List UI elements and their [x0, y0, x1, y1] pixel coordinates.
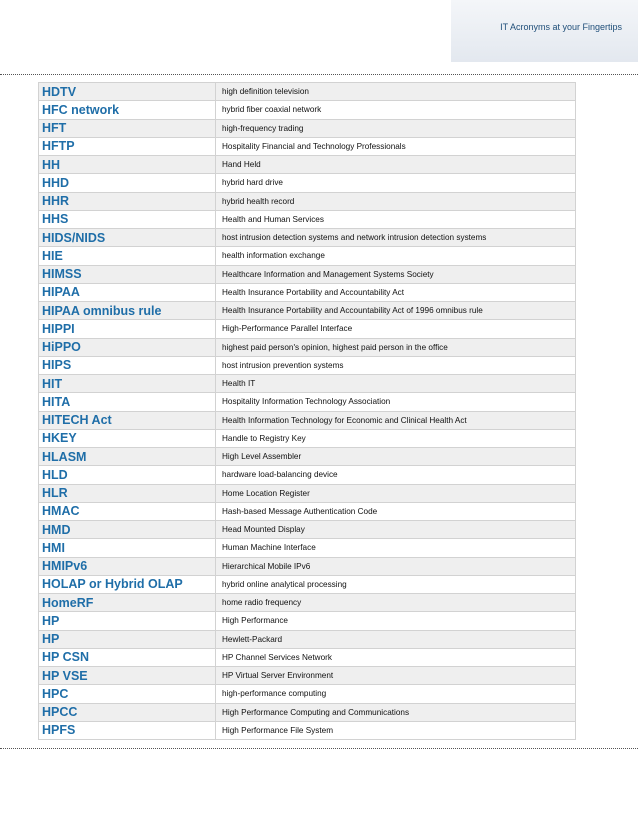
- table-row: [39, 411, 576, 429]
- table-row: [39, 630, 576, 648]
- table-row: [39, 648, 576, 666]
- acronym-cell: HMD: [39, 521, 216, 539]
- acronym-cell: HHS: [39, 210, 216, 228]
- definition-cell: health information exchange: [216, 247, 576, 265]
- bottom-divider: [0, 748, 638, 749]
- acronym-cell: HLR: [39, 484, 216, 502]
- table-row: [39, 265, 576, 283]
- definition-cell: high definition television: [216, 83, 576, 101]
- definition-cell: hybrid online analytical processing: [216, 575, 576, 593]
- page-header: [451, 0, 638, 63]
- definition-cell: Hewlett-Packard: [216, 630, 576, 648]
- acronym-cell: HIPAA: [39, 283, 216, 301]
- table-row: [39, 302, 576, 320]
- acronym-cell: HFT: [39, 119, 216, 137]
- table-row: [39, 575, 576, 593]
- acronym-cell: HP: [39, 612, 216, 630]
- definition-cell: Hierarchical Mobile IPv6: [216, 557, 576, 575]
- definition-cell: HP Channel Services Network: [216, 648, 576, 666]
- definition-cell: High Level Assembler: [216, 448, 576, 466]
- definition-cell: High Performance Computing and Communications: [216, 703, 576, 721]
- acronym-cell: HMIPv6: [39, 557, 216, 575]
- table-row: [39, 721, 576, 739]
- table-row: [39, 101, 576, 119]
- table-row: [39, 539, 576, 557]
- acronym-table-container: [38, 82, 575, 740]
- definition-cell: hybrid health record: [216, 192, 576, 210]
- table-row: [39, 247, 576, 265]
- acronym-cell: HIMSS: [39, 265, 216, 283]
- definition-cell: Hash-based Message Authentication Code: [216, 502, 576, 520]
- definition-cell: hybrid hard drive: [216, 174, 576, 192]
- definition-cell: highest paid person's opinion, highest paid person in the office: [216, 338, 576, 356]
- definition-cell: hybrid fiber coaxial network: [216, 101, 576, 119]
- acronym-cell: HITA: [39, 393, 216, 411]
- table-row: [39, 137, 576, 155]
- table-row: [39, 521, 576, 539]
- definition-cell: Health IT: [216, 375, 576, 393]
- table-row: [39, 484, 576, 502]
- definition-cell: high-frequency trading: [216, 119, 576, 137]
- definition-cell: Handle to Registry Key: [216, 429, 576, 447]
- acronym-cell: HiPPO: [39, 338, 216, 356]
- acronym-cell: HLD: [39, 466, 216, 484]
- definition-cell: Health Insurance Portability and Accountability Act: [216, 283, 576, 301]
- table-row: [39, 466, 576, 484]
- acronym-cell: HP CSN: [39, 648, 216, 666]
- definition-cell: Hospitality Information Technology Association: [216, 393, 576, 411]
- acronym-cell: HP VSE: [39, 667, 216, 685]
- header-title: IT Acronyms at your Fingertips: [500, 22, 622, 32]
- definition-cell: HP Virtual Server Environment: [216, 667, 576, 685]
- table-row: [39, 612, 576, 630]
- table-row: [39, 429, 576, 447]
- table-row: [39, 119, 576, 137]
- acronym-cell: HITECH Act: [39, 411, 216, 429]
- acronym-cell: HPCC: [39, 703, 216, 721]
- acronym-cell: HMI: [39, 539, 216, 557]
- acronym-cell: HPC: [39, 685, 216, 703]
- table-row: [39, 557, 576, 575]
- acronym-cell: HH: [39, 156, 216, 174]
- top-divider: [0, 74, 638, 75]
- definition-cell: high-performance computing: [216, 685, 576, 703]
- table-row: [39, 356, 576, 374]
- table-row: [39, 174, 576, 192]
- acronym-table: [38, 82, 576, 740]
- acronym-cell: HFC network: [39, 101, 216, 119]
- definition-cell: High-Performance Parallel Interface: [216, 320, 576, 338]
- acronym-cell: HIE: [39, 247, 216, 265]
- definition-cell: hardware load-balancing device: [216, 466, 576, 484]
- acronym-cell: HP: [39, 630, 216, 648]
- definition-cell: Health Information Technology for Economic and Clinical Health Act: [216, 411, 576, 429]
- definition-cell: High Performance: [216, 612, 576, 630]
- definition-cell: Hospitality Financial and Technology Professionals: [216, 137, 576, 155]
- table-row: [39, 192, 576, 210]
- acronym-cell: HMAC: [39, 502, 216, 520]
- definition-cell: High Performance File System: [216, 721, 576, 739]
- table-row: [39, 210, 576, 228]
- definition-cell: Head Mounted Display: [216, 521, 576, 539]
- definition-cell: Health and Human Services: [216, 210, 576, 228]
- acronym-cell: HHR: [39, 192, 216, 210]
- table-row: [39, 594, 576, 612]
- definition-cell: host intrusion prevention systems: [216, 356, 576, 374]
- acronym-cell: HIT: [39, 375, 216, 393]
- acronym-cell: HIDS/NIDS: [39, 229, 216, 247]
- definition-cell: Hand Held: [216, 156, 576, 174]
- table-row: [39, 83, 576, 101]
- table-row: [39, 320, 576, 338]
- definition-cell: home radio frequency: [216, 594, 576, 612]
- acronym-cell: HIPS: [39, 356, 216, 374]
- acronym-cell: HIPAA omnibus rule: [39, 302, 216, 320]
- table-row: [39, 448, 576, 466]
- acronym-cell: HomeRF: [39, 594, 216, 612]
- table-row: [39, 156, 576, 174]
- table-row: [39, 375, 576, 393]
- table-row: [39, 703, 576, 721]
- table-row: [39, 502, 576, 520]
- acronym-cell: HOLAP or Hybrid OLAP: [39, 575, 216, 593]
- acronym-cell: HKEY: [39, 429, 216, 447]
- table-row: [39, 338, 576, 356]
- acronym-cell: HFTP: [39, 137, 216, 155]
- acronym-cell: HHD: [39, 174, 216, 192]
- acronym-cell: HLASM: [39, 448, 216, 466]
- acronym-cell: HDTV: [39, 83, 216, 101]
- table-row: [39, 229, 576, 247]
- definition-cell: host intrusion detection systems and network intrusion detection systems: [216, 229, 576, 247]
- definition-cell: Human Machine Interface: [216, 539, 576, 557]
- table-row: [39, 283, 576, 301]
- table-row: [39, 667, 576, 685]
- definition-cell: Home Location Register: [216, 484, 576, 502]
- acronym-cell: HIPPI: [39, 320, 216, 338]
- definition-cell: Health Insurance Portability and Accountability Act of 1996 omnibus rule: [216, 302, 576, 320]
- table-row: [39, 393, 576, 411]
- table-row: [39, 685, 576, 703]
- definition-cell: Healthcare Information and Management Systems Society: [216, 265, 576, 283]
- acronym-cell: HPFS: [39, 721, 216, 739]
